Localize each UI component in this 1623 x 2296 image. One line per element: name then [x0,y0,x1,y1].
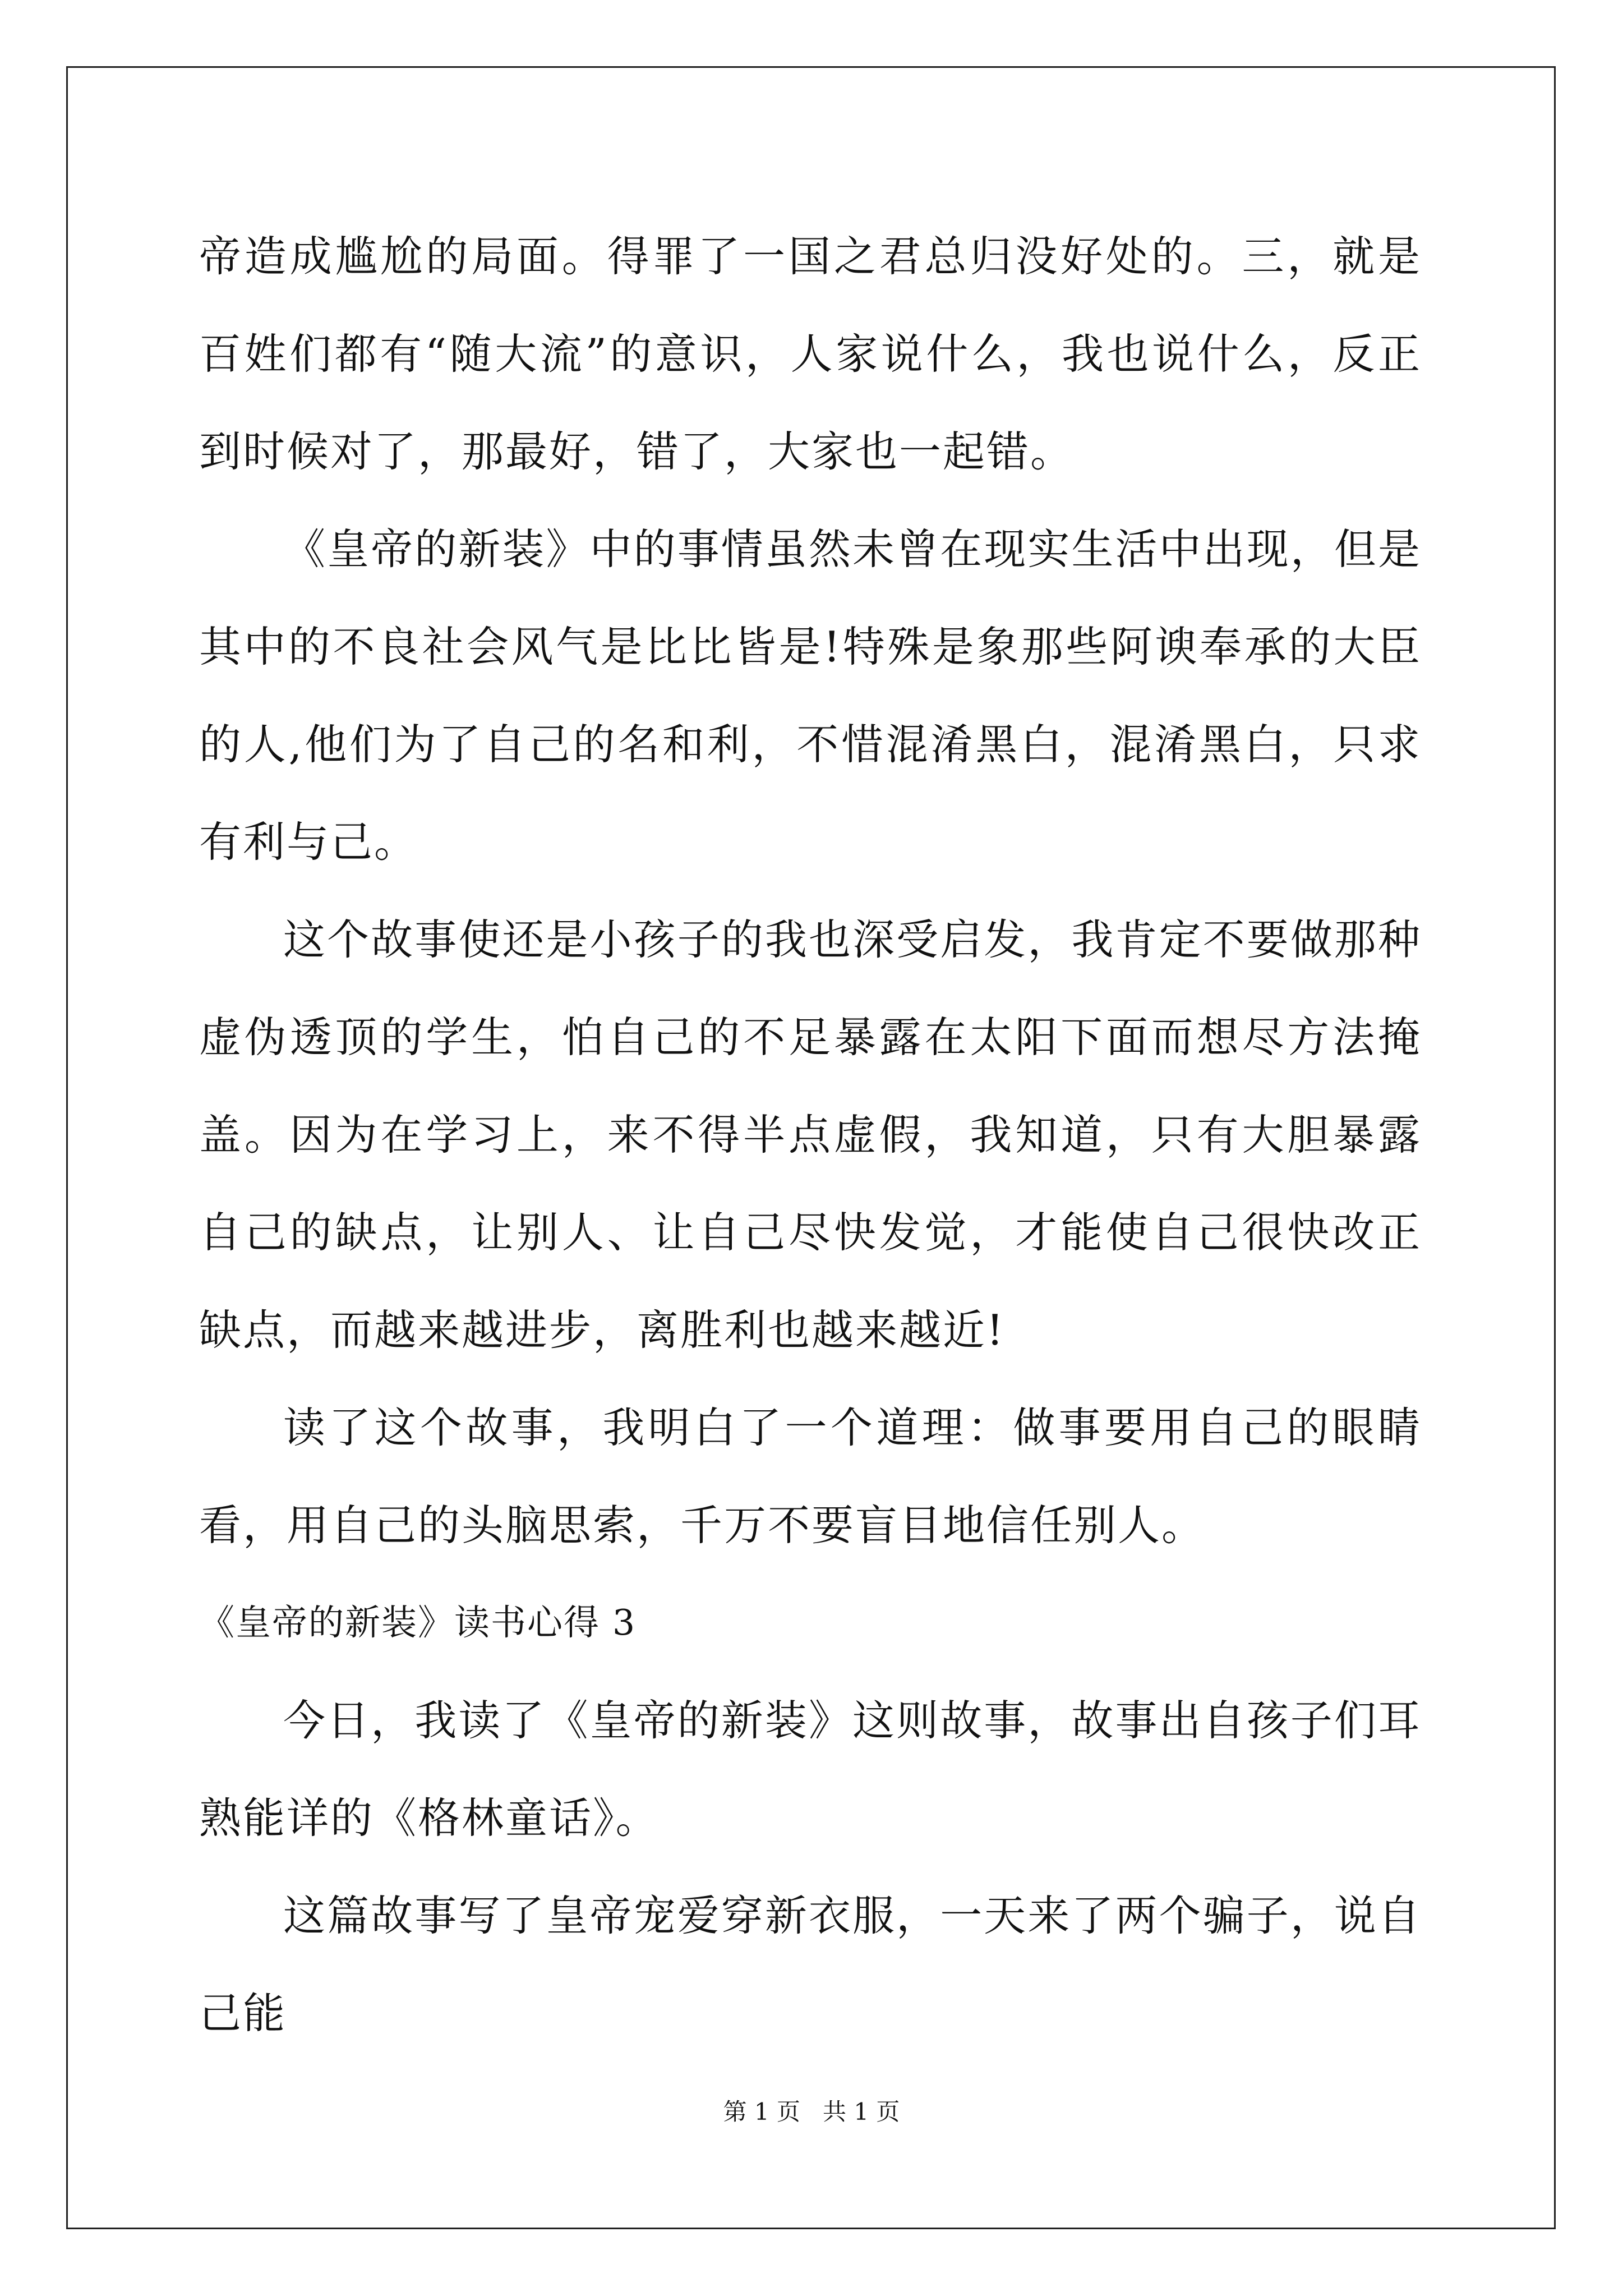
page-number: 第 1 页 [723,2098,800,2125]
section-heading: 《皇帝的新装》读书心得 3 [199,1602,637,1643]
page-total: 共 1 页 [823,2098,900,2125]
document-body [199,208,1422,2062]
paragraph-4: 读了这个故事，我明白了一个道理：做事要用自己的眼睛看，用自己的头脑思索，千万不要盲目地信任别人。 [199,1403,1422,1550]
paragraph-2: 《皇帝的新装》中的事情虽然未曾在现实生活中出现，但是其中的不良社会风气是比比皆是!特殊是象那些阿谀奉承的大臣的人,他们为了自己的名和利，不惜混淆黑白，混淆黑白，只求有利与己。 [199,524,1422,867]
paragraph-6: 这篇故事写了皇帝宠爱穿新衣服，一天来了两个骗子，说自己能 [199,1891,1422,2038]
paragraph-5: 今日，我读了《皇帝的新装》这则故事，故事出自孩子们耳熟能详的《格林童话》。 [199,1696,1422,1843]
page-footer [0,2095,1623,2129]
paragraph-3: 这个故事使还是小孩子的我也深受启发，我肯定不要做那种虚伪透顶的学生，怕自己的不足暴露在太阳下面而想尽方法掩盖。因为在学习上，来不得半点虚假，我知道，只有大胆暴露自己的缺点，让别人、让自己尽快发觉，才能使自己很快改正缺点，而越来越进步，离胜利也越来越近! [199,915,1422,1355]
paragraph-1: 帝造成尴尬的局面。得罪了一国之君总归没好处的。三，就是百姓们都有“随大流”的意识，人家说什么，我也说什么，反正到时候对了，那最好，错了，大家也一起错。 [199,232,1422,476]
